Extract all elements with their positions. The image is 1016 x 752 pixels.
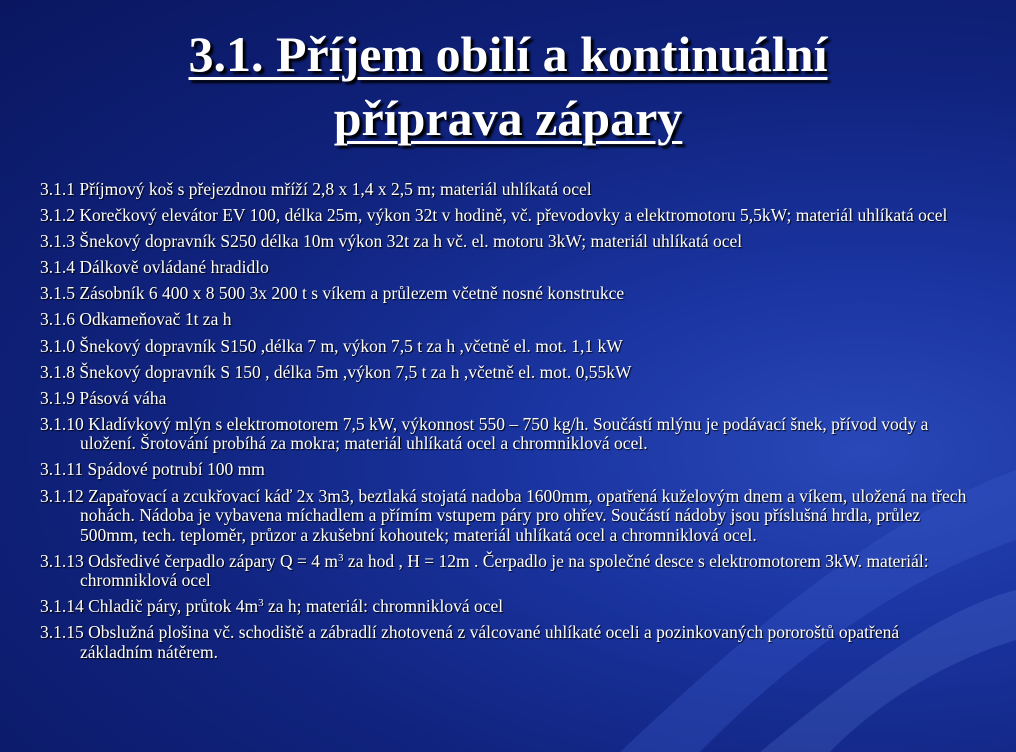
list-item: 3.1.15 Obslužná plošina vč. schodiště a zábradlí zhotovená z válcované uhlíkaté oceli a pozinkovaných pororoštů opatřená základním nátěrem. xyxy=(40,622,900,662)
list-item: 3.1.2 Korečkový elevátor EV 100, délka 25m, výkon 32t v hodině, vč. převodovky a elektromotoru 5,5kW; materiál uhlíkatá ocel xyxy=(40,205,948,226)
list-item: 3.1.0 Šnekový dopravník S150 ,délka 7 m, výkon 7,5 t za h ,včetně el. mot. 1,1 kW xyxy=(40,335,623,356)
item-text-pre: 3.1.13 Odsředivé čerpadlo zápary Q = 4 m xyxy=(40,550,339,571)
slide-title-line-1: 3.1. Příjem obilí a kontinuální xyxy=(188,26,828,82)
list-item xyxy=(40,597,970,617)
list-item: 3.1.10 Kladívkový mlýn s elektromotorem 7,5 kW, výkonnost 550 – 750 kg/h. Součástí mlýnu je podávací šnek, přívod vody a uložení. Šrotování probíhá za mokra; materiál uhlíkatá ocel a chromniklová ocel. xyxy=(40,413,929,454)
list-item: 3.1.1 Příjmový koš s přejezdnou mříží 2,8 x 1,4 x 2,5 m; materiál uhlíkatá ocel xyxy=(40,179,592,199)
list-item: 3.1.11 Spádové potrubí 100 mm xyxy=(40,459,265,480)
equipment-list xyxy=(40,180,970,669)
superscript: 3 xyxy=(338,551,344,564)
item-text-pre: 3.1.14 Chladič páry, průtok 4m xyxy=(40,596,259,617)
list-item: 3.1.3 Šnekový dopravník S250 délka 10m výkon 32t za h vč. el. motoru 3kW; materiál uhlíkatá ocel xyxy=(40,231,743,252)
list-item: 3.1.9 Pásová váha xyxy=(40,387,167,408)
list-item: 3.1.6 Odkameňovač 1t za h xyxy=(40,309,232,330)
superscript: 3 xyxy=(258,597,264,610)
item-text-post: za h; materiál: chromniklová ocel xyxy=(263,596,504,617)
list-item: 3.1.12 Zapařovací a zcukřovací káď 2x 3m3, beztlaká stojatá nadoba 1600mm, opatřená kuželovým dnem a víkem, uložená na třech nohách. Nádoba je vybavena míchadlem a přímím vstupem páry pro ohřev. Součástí nádoby jsou příslušná hrdla, průlez 500mm, tech. teploměr, průzor a zkušební kohoutek; materiál uhlíkatá ocel a chromniklová ocel. xyxy=(40,485,967,545)
slide-title-line-2: příprava zápary xyxy=(333,90,683,146)
list-item: 3.1.8 Šnekový dopravník S 150 , délka 5m ,výkon 7,5 t za h ,včetně el. mot. 0,55kW xyxy=(40,361,632,382)
list-item xyxy=(40,552,970,591)
item-text-post: za hod , H = 12m . Čerpadlo je na společné desce s elektromotorem 3kW. materiál: chromniklová ocel xyxy=(80,550,929,591)
list-item: 3.1.4 Dálkově ovládané hradidlo xyxy=(40,257,269,278)
list-item: 3.1.5 Zásobník 6 400 x 8 500 3x 200 t s víkem a průlezem včetně nosné konstrukce xyxy=(40,283,625,304)
slide-title xyxy=(0,22,1016,150)
